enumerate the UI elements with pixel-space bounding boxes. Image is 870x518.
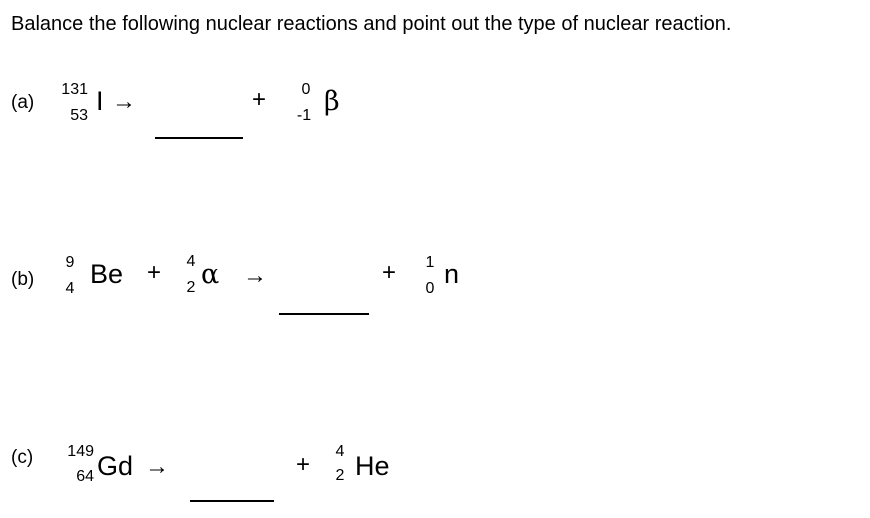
atomic-number: 0 xyxy=(425,280,435,297)
mass-number: 4 xyxy=(186,253,196,270)
element-symbol: Be xyxy=(90,259,124,289)
answer-blank xyxy=(155,137,243,139)
question-text: Balance the following nuclear reactions and point out the type of nuclear reaction. xyxy=(11,13,732,35)
plus-sign: + xyxy=(382,259,397,286)
answer-blank xyxy=(279,313,369,315)
atomic-number: 4 xyxy=(65,280,75,297)
plus-sign: + xyxy=(296,451,311,478)
mass-number: 0 xyxy=(301,81,311,98)
mass-number: 1 xyxy=(425,254,435,271)
reaction-arrow: → xyxy=(243,262,267,289)
plus-sign: + xyxy=(147,259,162,286)
reaction-label: (c) xyxy=(11,447,34,468)
particle-symbol: β xyxy=(324,86,340,117)
particle-symbol: α xyxy=(201,259,220,290)
element-symbol: He xyxy=(355,451,390,481)
atomic-number: 2 xyxy=(186,279,196,296)
answer-blank xyxy=(190,500,274,502)
mass-number: 9 xyxy=(65,254,75,271)
plus-sign: + xyxy=(252,86,267,113)
reaction-arrow: → xyxy=(112,88,136,115)
mass-number: 4 xyxy=(335,443,345,460)
reaction-label: (b) xyxy=(11,269,35,290)
reaction-label: (a) xyxy=(11,92,35,113)
atomic-number: 2 xyxy=(335,467,345,484)
atomic-number: -1 xyxy=(296,107,312,124)
mass-number: 149 xyxy=(67,443,94,460)
reaction-arrow: → xyxy=(145,453,169,480)
atomic-number: 53 xyxy=(70,107,88,124)
element-symbol: Gd xyxy=(97,451,134,481)
particle-symbol: n xyxy=(444,259,460,289)
element-symbol: I xyxy=(96,86,104,116)
atomic-number: 64 xyxy=(76,468,94,485)
mass-number: 131 xyxy=(61,81,88,98)
